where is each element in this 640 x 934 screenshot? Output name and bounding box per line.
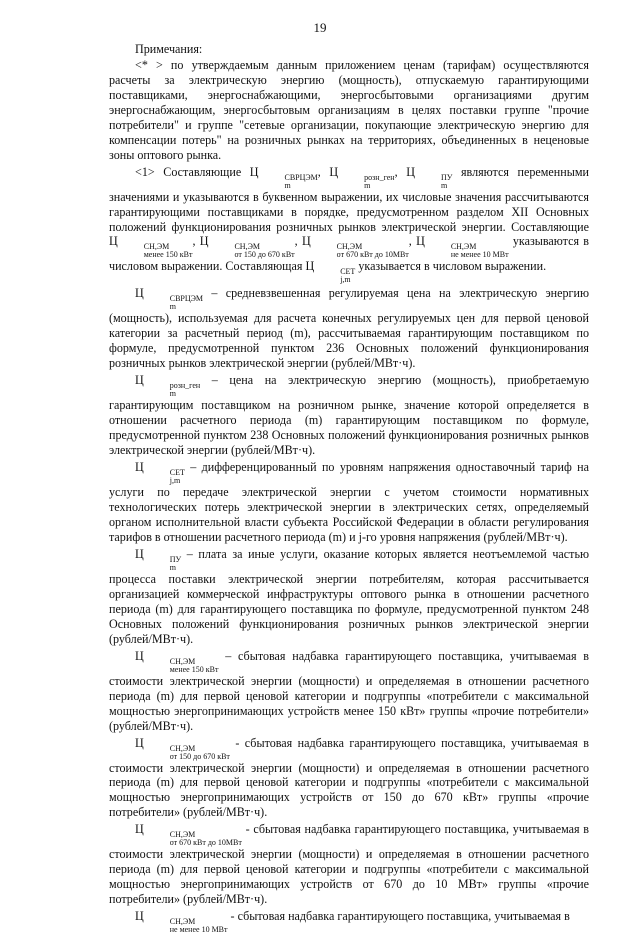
note-1-text-c: указываются в числовом выражении. Составляющая: [109, 234, 589, 274]
note-1-lead: <1> Составляющие: [135, 164, 242, 179]
symbol-c-rozn-gen: Ц розн_ген m: [329, 164, 395, 190]
symbol-c-snem-ge10: Ц СН,ЭМ не менее 10 МВт: [416, 234, 509, 260]
symbol-c-set: Ц СЕТ j,m: [305, 259, 356, 285]
page-number: 19: [313, 20, 327, 35]
def-svrcem: [109, 286, 589, 371]
symbol-c-svrcem: Ц СВРЦЭМ m: [249, 164, 318, 190]
def-snem-670-10: [109, 822, 589, 907]
notes-body: [109, 42, 589, 934]
symbol-c-set: Ц СЕТ j,m: [135, 460, 185, 486]
notes-heading: Примечания:: [135, 42, 203, 56]
symbol-c-snem-670-10: Ц СН,ЭМ от 670 кВт до 10МВт: [135, 822, 242, 848]
symbol-c-snem-lt150: Ц СН,ЭМ менее 150 кВт: [109, 234, 193, 260]
note-1-text-b: являются переменными значениями и указываются в буквенном выражении, их числовые значения рассчитываются гарантирующими поставщиками в порядке, предусмотренном разделом XII Основных положений функционирования розничных рынков электрической энергии. Составляющие: [109, 164, 589, 234]
def-snem-lt150-text: – сбытовая надбавка гарантирующего поставщика, учитываемая в стоимости электрической энергии (мощности) и определяемая в отношении расчетного периода (m) для первой ценовой категории и подгруппы «потребители с максимальной мощностью энергопринимающих устройств менее 150 кВт» группы «прочие потребители» (рублей/МВт·ч).: [109, 648, 589, 733]
def-set: [109, 460, 589, 545]
def-snem-ge10-text: - сбытовая надбавка гарантирующего поставщика, учитываемая в: [230, 909, 570, 924]
symbol-c-svrcem: Ц СВРЦЭМ m: [135, 286, 204, 312]
def-set-text: – дифференцированный по уровням напряжения одноставочный тариф на услуги по передаче электрической энергии с учетом стоимости нормативных технологических потерь электрической энергии в электрических сетях, определяемый органом исполнительной власти субъекта Российской Федерации в области регулирования тарифов в отношении расчетного периода (m) и j-го уровня напряжения (рублей/МВт·ч).: [109, 460, 589, 544]
note-asterisk: <* > по утверждаемым данным приложением ценам (тарифам) осуществляются расчеты за электрическую энергию (мощность), отпускаемую гарантирующими поставщиками, энергоснабжающими, энергосбытовыми организациями другим энергоснабжающим, энергосбытовым организациям в целях поставки группе "прочие потребители" и группе "сетевые организации, покупающие электрическую энергию для компенсации потерь" на розничных рынках на территориях, объединенных в неценовые зоны оптового рынка.: [109, 57, 589, 162]
note-1: <1> Составляющие Ц СВРЦЭМ m , Ц розн_ген m , Ц ПУ m являются переменными значениями и указываются в буквенном выражении, их числовые значения рассчитываются гарантирующими поставщиками в порядке, предусмотренном разделом XII Основных положений функционирования розничных рынков электрической энергии. Составляющие Ц СН,ЭМ менее 150 кВт , Ц СН,ЭМ от 150 до 670 кВт , Ц СН,ЭМ от 670 кВт до 10МВт , Ц СН,ЭМ не менее 10 МВт указываются в числовом выражении. Составляющая Ц СЕТ j,m указывается в числовом выражении.: [109, 164, 589, 285]
def-rozn-gen-text: – цена на электрическую энергию (мощность), приобретаемую гарантирующим поставщиком на розничном рынке, значение которой определяется в отношении расчетного периода (m) гарантирующим поставщиком по формуле, предусмотренной пунктом 238 Основных положений функционирования розничных рынков электрической энергии (рублей/МВт·ч).: [109, 373, 589, 458]
symbol-c-rozn-gen: Ц розн_ген m: [135, 373, 201, 399]
symbol-c-snem-150-670: Ц СН,ЭМ от 150 до 670 кВт: [199, 234, 295, 260]
def-rozn-gen: [109, 373, 589, 458]
def-snem-ge10: [109, 909, 589, 934]
def-pu-text: – плата за иные услуги, оказание которых является неотъемлемой частью процесса поставки электрической энергии потребителям, которая рассчитывается организацией коммерческой инфраструктуры оптового рынка в отношении расчетного периода (m) для гарантирующего поставщика по формуле, предусмотренной пунктом 248 Основных положений функционирования розничных рынков электрической энергии (рублей/МВт·ч).: [109, 546, 590, 646]
symbol-c-snem-lt150: Ц СН,ЭМ менее 150 кВт: [135, 648, 219, 674]
def-snem-150-670: [109, 736, 589, 821]
def-snem-lt150: [109, 649, 589, 734]
def-snem-670-10-text: - сбытовая надбавка гарантирующего поставщика, учитываемая в стоимости электрической энергии (мощности) и определяемая в отношении расчетного периода (m) для первой ценовой категории и подгруппы «потребители с максимальной мощностью энергопринимающих устройств от 670 до 10 МВт» группы «прочие потребители» (рублей/МВт·ч).: [109, 822, 589, 907]
symbol-c-snem-670-10: Ц СН,ЭМ от 670 кВт до 10МВт: [301, 234, 409, 260]
def-pu: [109, 547, 589, 647]
symbol-c-pu: Ц ПУ m: [135, 546, 182, 572]
symbol-c-snem-ge10: Ц СН,ЭМ не менее 10 МВт: [135, 909, 228, 934]
note-1-text-d: указывается в числовом выражении.: [358, 259, 547, 274]
def-snem-150-670-text: - сбытовая надбавка гарантирующего поставщика, учитываемая в стоимости электрической энергии (мощности) и определяемая в отношении расчетного периода (m) для первой ценовой категории и подгруппы «потребители с максимальной мощностью энергопринимающих устройств от 150 до 670 кВт» группы «прочие потребители» (рублей/МВт·ч).: [109, 735, 589, 820]
symbol-c-pu: Ц ПУ m: [406, 164, 453, 190]
symbol-c-snem-150-670: Ц СН,ЭМ от 150 до 670 кВт: [135, 735, 230, 761]
def-svrcem-text: – средневзвешенная регулируемая цена на электрическую энергию (мощность), используемая для расчета конечных регулируемых цен для первой ценовой категории за расчетный период (m), рассчитываемая гарантирующим поставщиком по формуле, предусмотренной пунктом 236 Основных положений функционирования розничных рынков электрической энергии (рублей/МВт·ч).: [109, 286, 590, 371]
